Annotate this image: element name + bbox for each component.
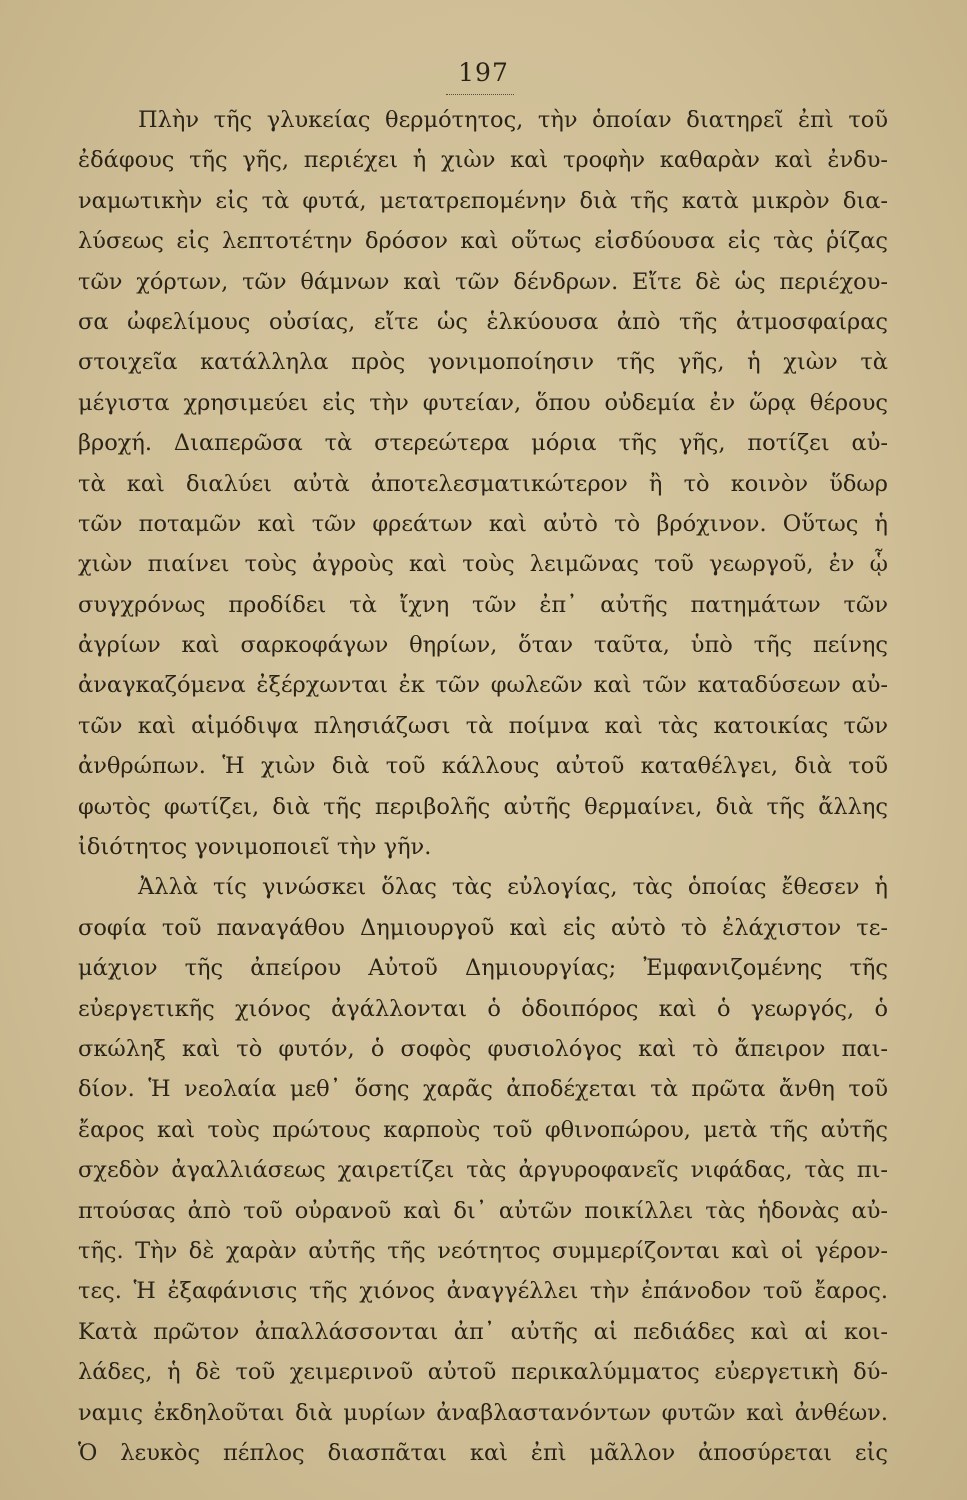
text-line: εὐεργετικῆς χιόνος ἀγάλλονται ὁ ὁδοιπόρος καὶ ὁ γεωργός, ὁ xyxy=(78,995,888,1022)
text-line: ναμις ἐκδηλοῦται διὰ μυρίων ἀναβλαστανόντων φυτῶν καὶ ἀνθέων. xyxy=(78,1399,888,1426)
text-line: φωτὸς φωτίζει, διὰ τῆς περιβολῆς αὐτῆς θερμαίνει, διὰ τῆς ἄλλης xyxy=(78,793,888,820)
text-line: δίον. Ἡ νεολαία μεθ᾽ ὅσης χαρᾶς ἀποδέχεται τὰ πρῶτα ἄνθη τοῦ xyxy=(78,1076,888,1103)
text-line: λύσεως εἰς λεπτοτέτην δρόσον καὶ οὕτως εἰσδύουσα εἰς τὰς ῥίζας xyxy=(78,228,888,255)
text-line: ἐδάφους τῆς γῆς, περιέχει ἡ χιὼν καὶ τροφὴν καθαρὰν καὶ ἐνδυ- xyxy=(78,147,888,174)
text-line: Πλὴν τῆς γλυκείας θερμότητος, τὴν ὁποίαν διατηρεῖ ἐπὶ τοῦ xyxy=(138,107,888,133)
text-line: μάχιον τῆς ἀπείρου Αὐτοῦ Δημιουργίας; Ἐμφανιζομένης τῆς xyxy=(78,955,888,982)
text-line: Κατὰ πρῶτον ἀπαλλάσσονται ἀπ᾽ αὐτῆς αἱ πεδιάδες καὶ αἱ κοι- xyxy=(78,1318,888,1345)
text-line: στοιχεῖα κατάλληλα πρὸς γονιμοποίησιν τῆς γῆς, ἡ χιὼν τὰ xyxy=(78,349,888,376)
text-line: ἀναγκαζόμενα ἐξέρχωνται ἐκ τῶν φωλεῶν καὶ τῶν καταδύσεων αὐ- xyxy=(78,672,888,699)
text-line: τες. Ἡ ἐξαφάνισις τῆς χιόνος ἀναγγέλλει τὴν ἐπάνοδον τοῦ ἔαρος. xyxy=(78,1278,888,1305)
text-line: Ἀλλὰ τίς γινώσκει ὅλας τὰς εὐλογίας, τὰς ὁποίας ἔθεσεν ἡ xyxy=(138,874,888,901)
text-line: σκώληξ καὶ τὸ φυτόν, ὁ σοφὸς φυσιολόγος καὶ τὸ ἄπειρον παι- xyxy=(78,1035,888,1062)
text-line: λάδες, ἡ δὲ τοῦ χειμερινοῦ αὐτοῦ περικαλύμματος εὐεργετικὴ δύ- xyxy=(78,1359,888,1386)
text-line: σχεδὸν ἀγαλλιάσεως χαιρετίζει τὰς ἀργυροφανεῖς νιφάδας, τὰς πι- xyxy=(78,1157,888,1184)
text-line: ἀγρίων καὶ σαρκοφάγων θηρίων, ὅταν ταῦτα, ὑπὸ τῆς πείνης xyxy=(78,632,888,659)
text-line: βροχή. Διαπερῶσα τὰ στερεώτερα μόρια τῆς γῆς, ποτίζει αὐ- xyxy=(78,430,888,457)
text-line: πτούσας ἀπὸ τοῦ οὐρανοῦ καὶ δι᾽ αὐτῶν ποικίλλει τὰς ἡδονὰς αὐ- xyxy=(78,1197,888,1224)
text-line: συγχρόνως προδίδει τὰ ἴχνη τῶν ἐπ᾽ αὐτῆς πατημάτων τῶν xyxy=(78,591,888,618)
body-text xyxy=(78,100,888,1473)
text-line: Ὁ λευκὸς πέπλος διασπᾶται καὶ ἐπὶ μᾶλλον ἀποσύρεται εἰς xyxy=(78,1439,888,1466)
text-line: τῶν ποταμῶν καὶ τῶν φρεάτων καὶ αὐτὸ τὸ βρόχινον. Οὕτως ἡ xyxy=(78,510,888,537)
text-line: ἔαρος καὶ τοὺς πρώτους καρποὺς τοῦ φθινοπώρου, μετὰ τῆς αὐτῆς xyxy=(78,1116,888,1143)
text-line: χιὼν πιαίνει τοὺς ἀγροὺς καὶ τοὺς λειμῶνας τοῦ γεωργοῦ, ἐν ᾧ xyxy=(78,551,888,578)
text-line: τὰ καὶ διαλύει αὐτὰ ἀποτελεσματικώτερον ἢ τὸ κοινὸν ὕδωρ xyxy=(78,470,888,497)
text-line: ἰδιότητος γονιμοποιεῖ τὴν γῆν. xyxy=(78,834,432,861)
text-line: σα ὠφελίμους οὐσίας, εἴτε ὡς ἑλκύουσα ἀπὸ τῆς ἀτμοσφαίρας xyxy=(78,308,888,335)
page-number: 197 xyxy=(458,58,509,87)
text-line: σοφία τοῦ παναγάθου Δημιουργοῦ καὶ εἰς αὐτὸ τὸ ἐλάχιστον τε- xyxy=(78,914,888,941)
text-line: τῆς. Τὴν δὲ χαρὰν αὐτῆς τῆς νεότητος συμμερίζονται καὶ οἱ γέρον- xyxy=(78,1237,888,1264)
text-line: ναμωτικὴν εἰς τὰ φυτά, μετατρεπομένην διὰ τῆς κατὰ μικρὸν δια- xyxy=(78,187,888,214)
page-number-rule xyxy=(446,94,514,95)
text-line: τῶν χόρτων, τῶν θάμνων καὶ τῶν δένδρων. Εἴτε δὲ ὡς περιέχου- xyxy=(78,268,888,295)
text-line: ἀνθρώπων. Ἡ χιὼν διὰ τοῦ κάλλους αὐτοῦ καταθέλγει, διὰ τοῦ xyxy=(78,753,888,780)
text-line: τῶν καὶ αἱμόδιψα πλησιάζωσι τὰ ποίμνα καὶ τὰς κατοικίας τῶν xyxy=(78,712,888,739)
text-line: μέγιστα χρησιμεύει εἰς τὴν φυτείαν, ὅπου οὐδεμία ἐν ὥρᾳ θέρους xyxy=(78,389,888,416)
